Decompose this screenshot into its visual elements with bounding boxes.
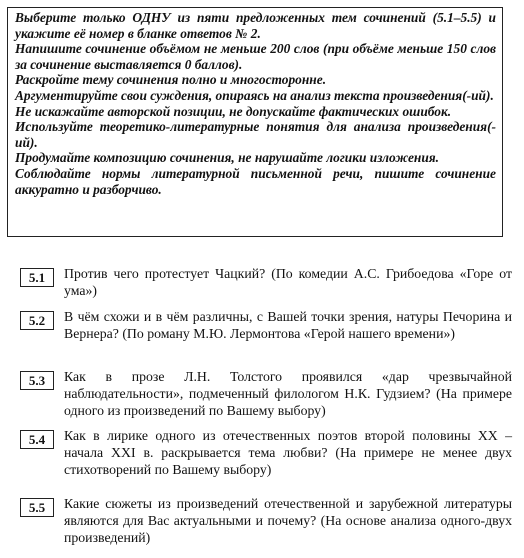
topic-number: 5.4	[20, 430, 54, 449]
instruction-line: Соблюдайте нормы литературной письменной речи, пишите сочинение аккуратно и разборчиво.	[15, 165, 496, 197]
topic-number: 5.5	[20, 498, 54, 517]
topic-text: Как в лирике одного из отечественных поэтов второй половины XX – начала XXI в. раскрывается тема любви? (На примере не менее двух стихотворений по Вашему выбору)	[64, 428, 512, 477]
topic-text: Против чего протестует Чацкий? (По комедии А.С. Грибоедова «Горе от ума»)	[64, 266, 512, 298]
instruction-line: Аргументируйте свои суждения, опираясь на анализ текста произведения(-ий).	[15, 87, 494, 103]
topic-text: Какие сюжеты из произведений отечественной и зарубежной литературы являются для Вас актуальными и почему? (На основе анализа одного-двух произведений)	[64, 496, 512, 545]
instruction-line: Не искажайте авторской позиции, не допускайте фактических ошибок.	[15, 103, 452, 119]
instructions-box	[7, 7, 503, 237]
instruction-line: Напишите сочинение объёмом не меньше 200 слов (при объёме меньше 150 слов за сочинение выставляется 0 баллов).	[15, 41, 496, 72]
topic-text: В чём схожи и в чём различны, с Вашей точки зрения, натуры Печорина и Вернера? (По роману М.Ю. Лермонтова «Герой нашего времени»)	[64, 309, 512, 341]
topic-number: 5.2	[20, 311, 54, 330]
topic-number: 5.3	[20, 371, 54, 390]
topic-number: 5.1	[20, 268, 54, 287]
topic-text: Как в прозе Л.Н. Толстого проявился «дар чрезвычайной наблюдательности», подмеченный филологом Н.К. Гудзием? (На примере одного из произведений по Вашему выбору)	[64, 369, 512, 418]
instruction-line: Раскройте тему сочинения полно и многосторонне.	[15, 72, 327, 88]
instruction-line: Выберите только ОДНУ из пяти предложенных тем сочинений (5.1–5.5) и укажите её номер в бланке ответов № 2.	[15, 10, 496, 41]
instruction-line: Используйте теоретико-литературные понятия для анализа произведения(-ий).	[15, 119, 496, 150]
instruction-line: Продумайте композицию сочинения, не нарушайте логики изложения.	[15, 150, 440, 166]
